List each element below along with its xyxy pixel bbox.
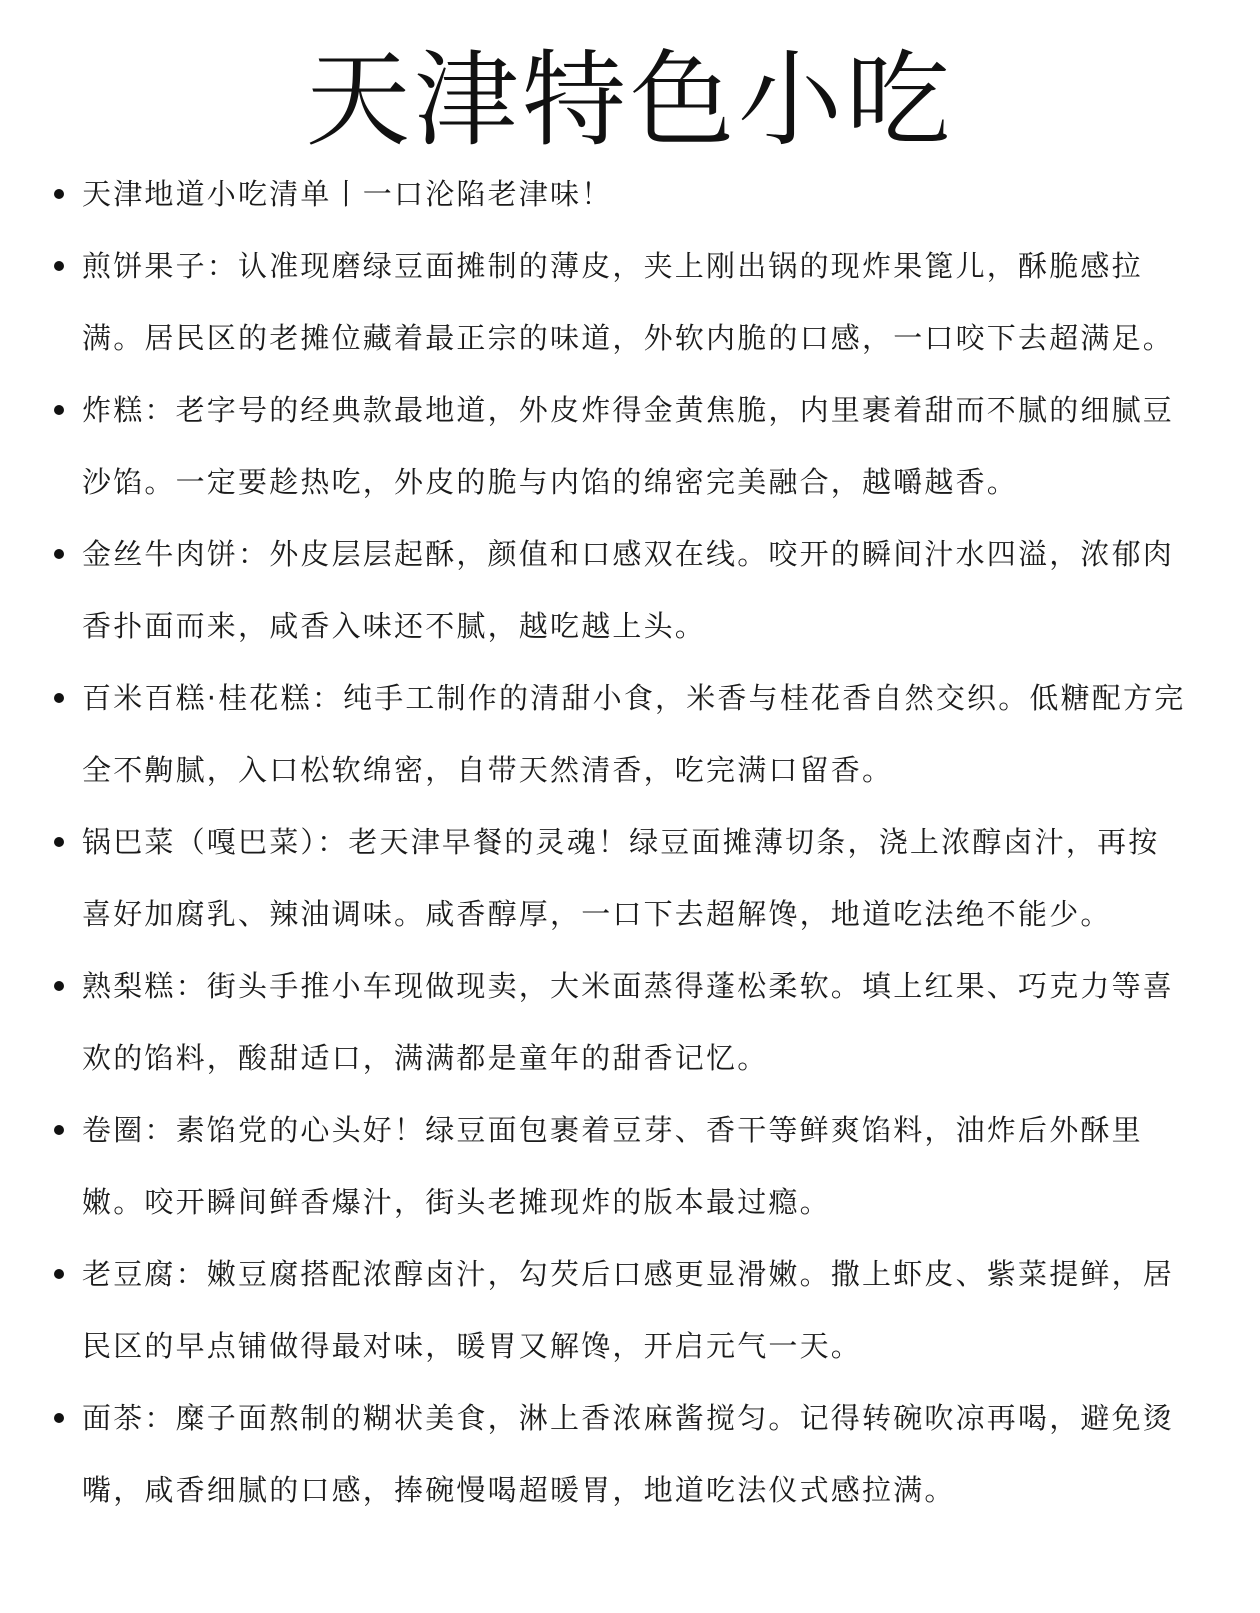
bullet-dot-icon [54, 189, 64, 199]
list-item-jianbing-guozi [0, 230, 1260, 374]
list-item-jinsi-niuroubing [0, 518, 1260, 662]
list-item-text: 天津地道小吃清单丨一口沦陷老津味！ [82, 177, 613, 211]
snack-list [0, 158, 1260, 1526]
list-item-text: 锅巴菜（嘎巴菜）：老天津早餐的灵魂！绿豆面摊薄切条，浇上浓醇卤汁，再按喜好加腐乳、辣油调味。咸香醇厚，一口下去超解馋，地道吃法绝不能少。 [82, 825, 1160, 931]
list-item-guihuagao [0, 662, 1260, 806]
bullet-dot-icon [54, 837, 64, 847]
list-item-shuligao [0, 950, 1260, 1094]
list-item-text: 卷圈：素馅党的心头好！绿豆面包裹着豆芽、香干等鲜爽馅料，油炸后外酥里嫩。咬开瞬间鲜香爆汁，街头老摊现炸的版本最过瘾。 [82, 1113, 1143, 1219]
list-item-text: 炸糕：老字号的经典款最地道，外皮炸得金黄焦脆，内里裹着甜而不腻的细腻豆沙馅。一定要趁热吃，外皮的脆与内馅的绵密完美融合，越嚼越香。 [82, 393, 1175, 499]
list-item-text: 煎饼果子：认准现磨绿豆面摊制的薄皮，夹上刚出锅的现炸果篦儿，酥脆感拉满。居民区的老摊位藏着最正宗的味道，外软内脆的口感，一口咬下去超满足。 [82, 249, 1175, 355]
list-item-text: 面茶：糜子面熬制的糊状美食，淋上香浓麻酱搅匀。记得转碗吹凉再喝，避免烫嘴，咸香细腻的口感，捧碗慢喝超暖胃，地道吃法仪式感拉满。 [82, 1401, 1175, 1507]
bullet-dot-icon [54, 1269, 64, 1279]
bullet-dot-icon [54, 261, 64, 271]
list-item-zhagao [0, 374, 1260, 518]
bullet-dot-icon [54, 1125, 64, 1135]
list-item-text: 金丝牛肉饼：外皮层层起酥，颜值和口感双在线。咬开的瞬间汁水四溢，浓郁肉香扑面而来，咸香入味还不腻，越吃越上头。 [82, 537, 1175, 643]
bullet-dot-icon [54, 405, 64, 415]
list-item-miancha [0, 1382, 1260, 1526]
list-item-laodoufu [0, 1238, 1260, 1382]
bullet-dot-icon [54, 693, 64, 703]
bullet-dot-icon [54, 549, 64, 559]
list-item-text: 老豆腐：嫩豆腐搭配浓醇卤汁，勾芡后口感更显滑嫩。撒上虾皮、紫菜提鲜，居民区的早点铺做得最对味，暖胃又解馋，开启元气一天。 [82, 1257, 1175, 1363]
list-item-text: 熟梨糕：街头手推小车现做现卖，大米面蒸得蓬松柔软。填上红果、巧克力等喜欢的馅料，酸甜适口，满满都是童年的甜香记忆。 [82, 969, 1175, 1075]
bullet-dot-icon [54, 1413, 64, 1423]
list-item-juanquan [0, 1094, 1260, 1238]
list-item-guobacai [0, 806, 1260, 950]
bullet-dot-icon [54, 981, 64, 991]
list-item-intro [0, 158, 1260, 230]
list-item-text: 百米百糕·桂花糕：纯手工制作的清甜小食，米香与桂花香自然交织。低糖配方完全不齁腻，入口松软绵密，自带天然清香，吃完满口留香。 [82, 681, 1186, 787]
page-title: 天津特色小吃 [305, 39, 954, 161]
